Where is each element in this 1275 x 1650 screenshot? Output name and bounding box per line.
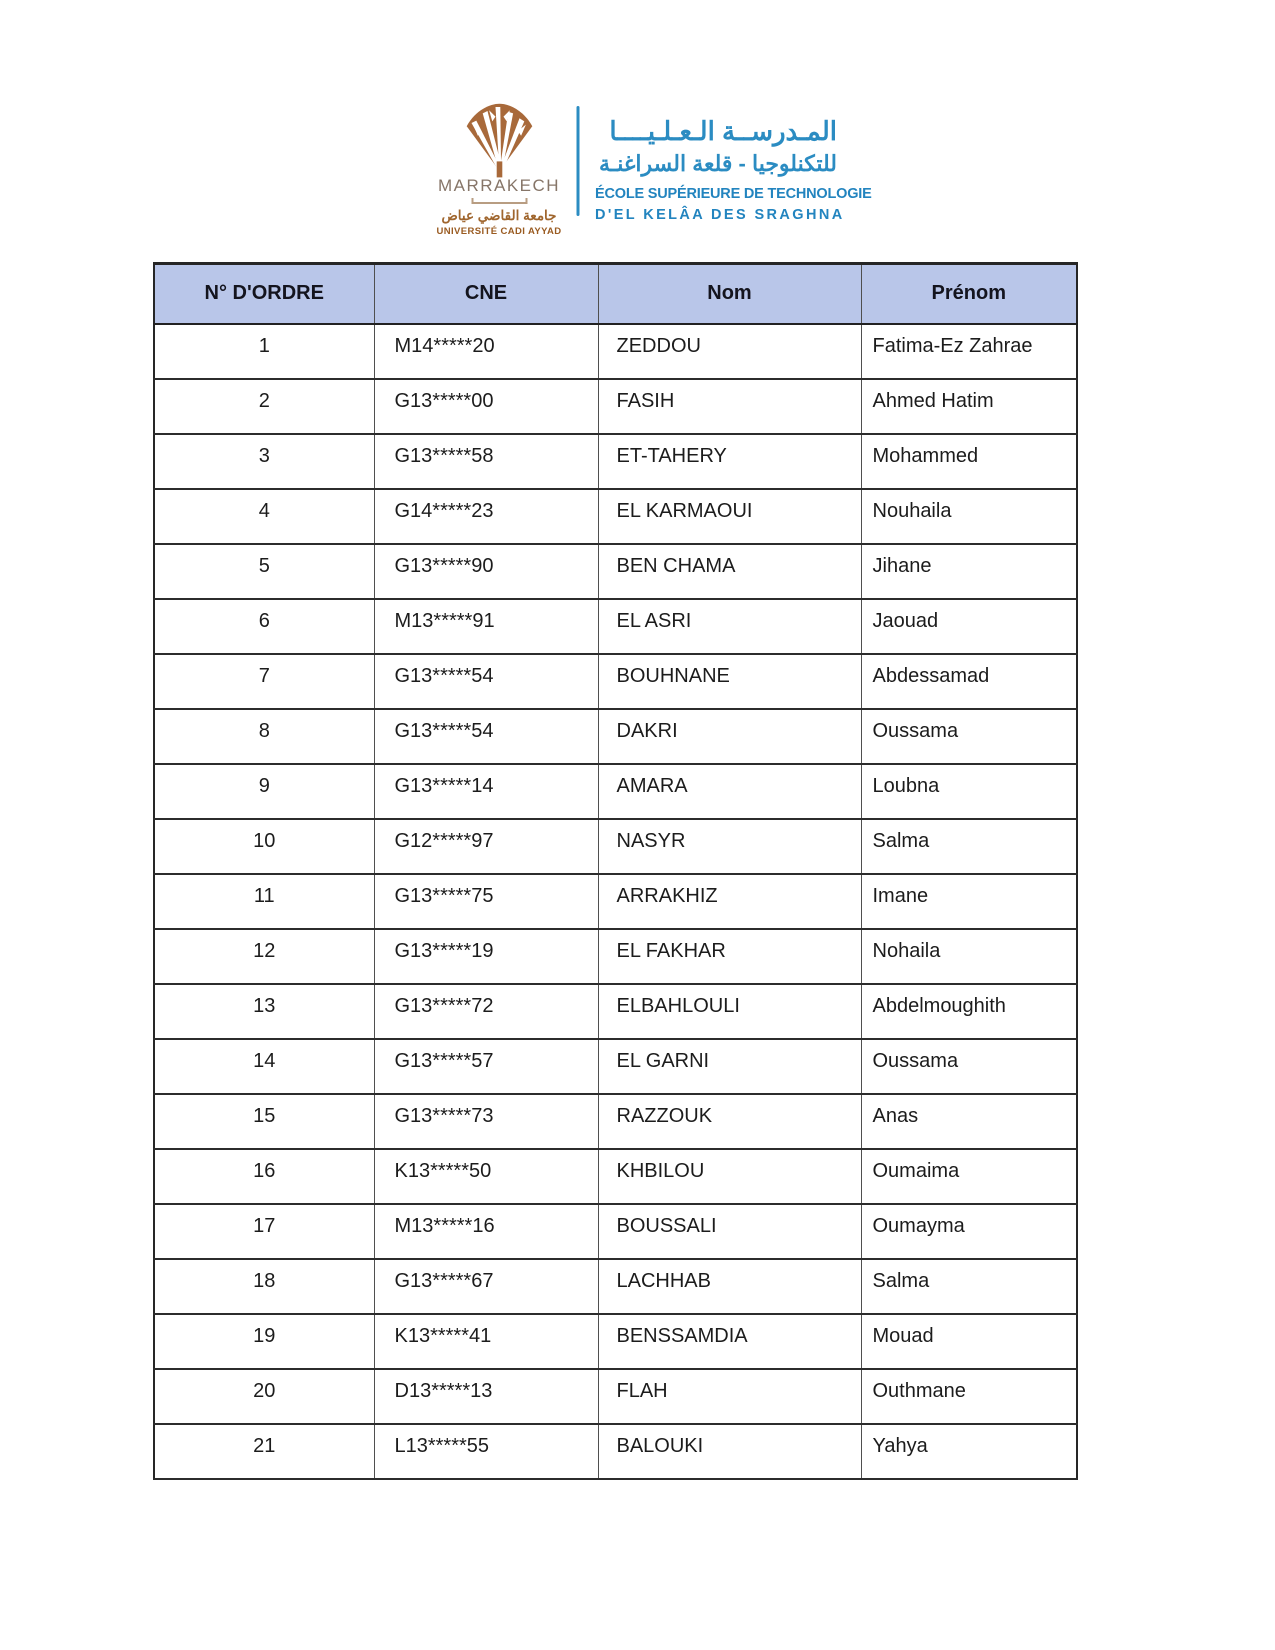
prenom-cell: Oussama: [861, 1039, 1077, 1094]
table-row: [154, 929, 1077, 984]
prenom-cell: Abdelmoughith: [861, 984, 1077, 1039]
prenom-cell: Jihane: [861, 544, 1077, 599]
marrakech-label: MARRAKECH: [437, 176, 561, 195]
school-name-block: [595, 114, 872, 223]
nom-cell: AMARA: [598, 764, 861, 819]
prenom-cell: Jaouad: [861, 599, 1077, 654]
nom-cell: EL ASRI: [598, 599, 861, 654]
cne-cell: G13*****73: [374, 1094, 598, 1149]
table-row: [154, 1259, 1077, 1314]
order-cell: 13: [154, 984, 374, 1039]
prenom-cell: Loubna: [861, 764, 1077, 819]
prenom-cell: Fatima-Ez Zahrae: [861, 324, 1077, 379]
table-row: [154, 654, 1077, 709]
logo-divider: [576, 106, 579, 216]
order-cell: 7: [154, 654, 374, 709]
prenom-cell: Mouad: [861, 1314, 1077, 1369]
student-table-container: [153, 262, 1078, 1480]
order-cell: 12: [154, 929, 374, 984]
cne-cell: G14*****23: [374, 489, 598, 544]
table-row: [154, 379, 1077, 434]
prenom-cell: Yahya: [861, 1424, 1077, 1479]
student-table: [153, 262, 1078, 1480]
prenom-cell: Ahmed Hatim: [861, 379, 1077, 434]
order-cell: 21: [154, 1424, 374, 1479]
table-row: [154, 544, 1077, 599]
table-header-row: [154, 264, 1077, 324]
table-row: [154, 819, 1077, 874]
nom-cell: BENSSAMDIA: [598, 1314, 861, 1369]
university-arabic-label: جامعة القاضي عياض: [441, 208, 557, 223]
palm-tree-icon: [459, 100, 539, 178]
order-cell: 5: [154, 544, 374, 599]
nom-cell: BALOUKI: [598, 1424, 861, 1479]
school-logo: [436, 100, 872, 237]
table-row: [154, 1424, 1077, 1479]
prenom-cell: Nohaila: [861, 929, 1077, 984]
table-row: [154, 1369, 1077, 1424]
cne-cell: M13*****16: [374, 1204, 598, 1259]
order-cell: 18: [154, 1259, 374, 1314]
nom-cell: KHBILOU: [598, 1149, 861, 1204]
prenom-cell: Oumayma: [861, 1204, 1077, 1259]
nom-cell: ET-TAHERY: [598, 434, 861, 489]
cne-cell: G13*****67: [374, 1259, 598, 1314]
cne-cell: G13*****14: [374, 764, 598, 819]
cne-cell: K13*****50: [374, 1149, 598, 1204]
nom-cell: BOUHNANE: [598, 654, 861, 709]
column-header-prenom: Prénom: [861, 264, 1077, 324]
order-cell: 11: [154, 874, 374, 929]
nom-cell: DAKRI: [598, 709, 861, 764]
nom-cell: RAZZOUK: [598, 1094, 861, 1149]
cne-cell: D13*****13: [374, 1369, 598, 1424]
order-cell: 17: [154, 1204, 374, 1259]
prenom-cell: Oumaima: [861, 1149, 1077, 1204]
cne-cell: G13*****90: [374, 544, 598, 599]
prenom-cell: Imane: [861, 874, 1077, 929]
table-row: [154, 1204, 1077, 1259]
column-header-cne: CNE: [374, 264, 598, 324]
cne-cell: G12*****97: [374, 819, 598, 874]
cne-cell: G13*****75: [374, 874, 598, 929]
table-row: [154, 489, 1077, 544]
table-row: [154, 874, 1077, 929]
order-cell: 6: [154, 599, 374, 654]
nom-cell: BEN CHAMA: [598, 544, 861, 599]
prenom-cell: Salma: [861, 819, 1077, 874]
cne-cell: G13*****54: [374, 654, 598, 709]
order-cell: 4: [154, 489, 374, 544]
nom-cell: EL GARNI: [598, 1039, 861, 1094]
prenom-cell: Nouhaila: [861, 489, 1077, 544]
order-cell: 3: [154, 434, 374, 489]
order-cell: 10: [154, 819, 374, 874]
table-row: [154, 434, 1077, 489]
column-header-ordre: N° D'ORDRE: [154, 264, 374, 324]
cne-cell: G13*****58: [374, 434, 598, 489]
school-french-line1: ÉCOLE SUPÉRIEURE DE TECHNOLOGIE: [595, 186, 872, 202]
nom-cell: LACHHAB: [598, 1259, 861, 1314]
nom-cell: FASIH: [598, 379, 861, 434]
order-cell: 14: [154, 1039, 374, 1094]
cne-cell: G13*****19: [374, 929, 598, 984]
cne-cell: K13*****41: [374, 1314, 598, 1369]
table-row: [154, 764, 1077, 819]
order-cell: 16: [154, 1149, 374, 1204]
prenom-cell: Abdessamad: [861, 654, 1077, 709]
table-row: [154, 709, 1077, 764]
nom-cell: NASYR: [598, 819, 861, 874]
order-cell: 9: [154, 764, 374, 819]
prenom-cell: Salma: [861, 1259, 1077, 1314]
school-arabic-line1: المـدرســة الـعـلـيــــا: [609, 116, 837, 146]
logo-bracket: [471, 198, 527, 204]
table-row: [154, 1149, 1077, 1204]
nom-cell: EL FAKHAR: [598, 929, 861, 984]
school-french-line2: D'EL KELÂA DES SRAGHNA: [595, 207, 845, 223]
table-row: [154, 984, 1077, 1039]
table-row: [154, 599, 1077, 654]
nom-cell: ELBAHLOULI: [598, 984, 861, 1039]
order-cell: 1: [154, 324, 374, 379]
order-cell: 8: [154, 709, 374, 764]
table-row: [154, 1094, 1077, 1149]
order-cell: 2: [154, 379, 374, 434]
cne-cell: G13*****57: [374, 1039, 598, 1094]
cne-cell: G13*****00: [374, 379, 598, 434]
nom-cell: FLAH: [598, 1369, 861, 1424]
nom-cell: BOUSSALI: [598, 1204, 861, 1259]
table-row: [154, 324, 1077, 379]
table-row: [154, 1314, 1077, 1369]
student-table-body: [154, 324, 1077, 1479]
prenom-cell: Anas: [861, 1094, 1077, 1149]
cne-cell: M14*****20: [374, 324, 598, 379]
order-cell: 15: [154, 1094, 374, 1149]
prenom-cell: Outhmane: [861, 1369, 1077, 1424]
school-arabic-line2: للتكنلوجيا - قلعة السراغنـة: [599, 151, 837, 176]
order-cell: 20: [154, 1369, 374, 1424]
marrakech-logo-block: [438, 100, 560, 237]
prenom-cell: Oussama: [861, 709, 1077, 764]
prenom-cell: Mohammed: [861, 434, 1077, 489]
column-header-nom: Nom: [598, 264, 861, 324]
cne-cell: G13*****54: [374, 709, 598, 764]
nom-cell: ARRAKHIZ: [598, 874, 861, 929]
nom-cell: EL KARMAOUI: [598, 489, 861, 544]
table-row: [154, 1039, 1077, 1094]
cne-cell: M13*****91: [374, 599, 598, 654]
university-cadi-ayyad-label: UNIVERSITÉ CADI AYYAD: [436, 226, 562, 237]
order-cell: 19: [154, 1314, 374, 1369]
cne-cell: L13*****55: [374, 1424, 598, 1479]
nom-cell: ZEDDOU: [598, 324, 861, 379]
cne-cell: G13*****72: [374, 984, 598, 1039]
